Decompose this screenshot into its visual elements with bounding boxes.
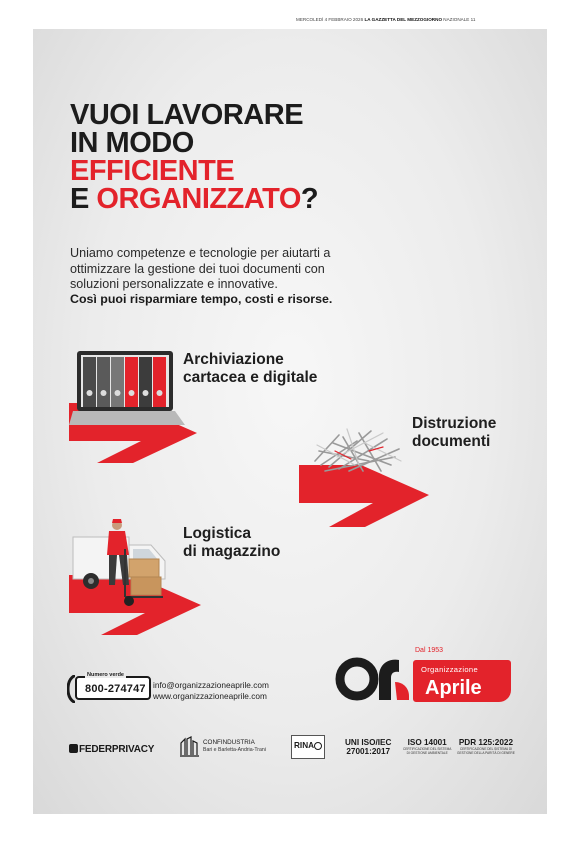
phone-label: Numero verde [87,672,124,678]
federprivacy-logo: FEDERPRIVACY [69,739,154,757]
shredding-illustration [299,421,429,529]
headline-line-1: VUOI LAVORARE [70,99,304,131]
rina-name: RINA [294,741,315,750]
intro-bold-text: Così puoi risparmiare tempo, costi e risorse. [70,292,333,306]
brand-logo [335,646,515,704]
boxes [129,559,161,595]
confindustria-icon [179,735,201,757]
federprivacy-icon [69,744,78,753]
confindustria-sub: Bari e Barletta-Andria-Trani [203,747,266,753]
service-logistics-label: Logistica di magazzino [183,525,281,560]
brand-name: Aprile [425,677,482,699]
iso27001-line2: 27001:2017 [346,747,391,756]
pdr-title: PDR 125:2022 [458,738,514,747]
confindustria-name: CONFINDUSTRIA [203,739,255,746]
service-archive-label: Archiviazione cartacea e digitale [183,351,318,386]
brand-org: Organizzazione [421,665,478,674]
iso27001-cert [345,738,391,756]
iso14001-title: ISO 14001 [407,738,447,747]
laptop-base [69,411,185,425]
red-arrow-shape [299,465,429,527]
pdr-sub2: GESTIONE DELLA PARITÀ DI GENERE [457,751,515,755]
archive-illustration [69,347,199,463]
pdr-sub1: CERTIFICAZIONE DEL SISTEMA DI [459,747,513,751]
brand-since: Dal 1953 [415,647,444,654]
iso14001-sub1: CERTIFICAZIONE DEL SISTEMA [403,747,452,751]
phone-icon [67,675,75,703]
iso14001-sub2: DI GESTIONE AMBIENTALE [406,751,448,755]
intro-text: Uniamo competenze e tecnologie per aiutarti a ottimizzare la gestione dei tuoi documenti con soluzioni personalizzate e innovative. [70,246,331,291]
headline-line-2: IN MODO [70,127,194,159]
contact-links [153,680,269,701]
newspaper-header [296,17,546,25]
headline-line-3: EFFICIENTE [70,155,235,187]
header-page: 11 [470,17,476,22]
phone-number[interactable]: 800-274747 [85,683,146,695]
headline [70,101,318,213]
header-newspaper: LA GAZZETTA DEL MEZZOGIORNO [364,17,443,22]
header-section: NAZIONALE [443,17,470,22]
service-shredding-label: Distruzione documenti [412,415,497,450]
certifications-row [69,735,529,761]
website-link[interactable]: www.organizzazioneaprile.com [153,690,267,701]
iso27001-line1: UNI ISO/IEC [345,738,392,747]
header-date: MERCOLEDÌ 4 FEBBRAIO 2026 [296,17,364,22]
brand-mark-icon [335,654,415,704]
advertisement [33,29,547,814]
iso14001-cert [403,738,451,755]
brand-name-box [413,660,511,702]
rina-seal-icon [314,742,322,750]
headline-line-4: E ORGANIZZATO? [70,183,319,215]
pdr-cert [457,738,515,755]
email-link[interactable]: info@organizzazioneaprile.com [153,680,269,690]
phone-box [75,672,151,700]
